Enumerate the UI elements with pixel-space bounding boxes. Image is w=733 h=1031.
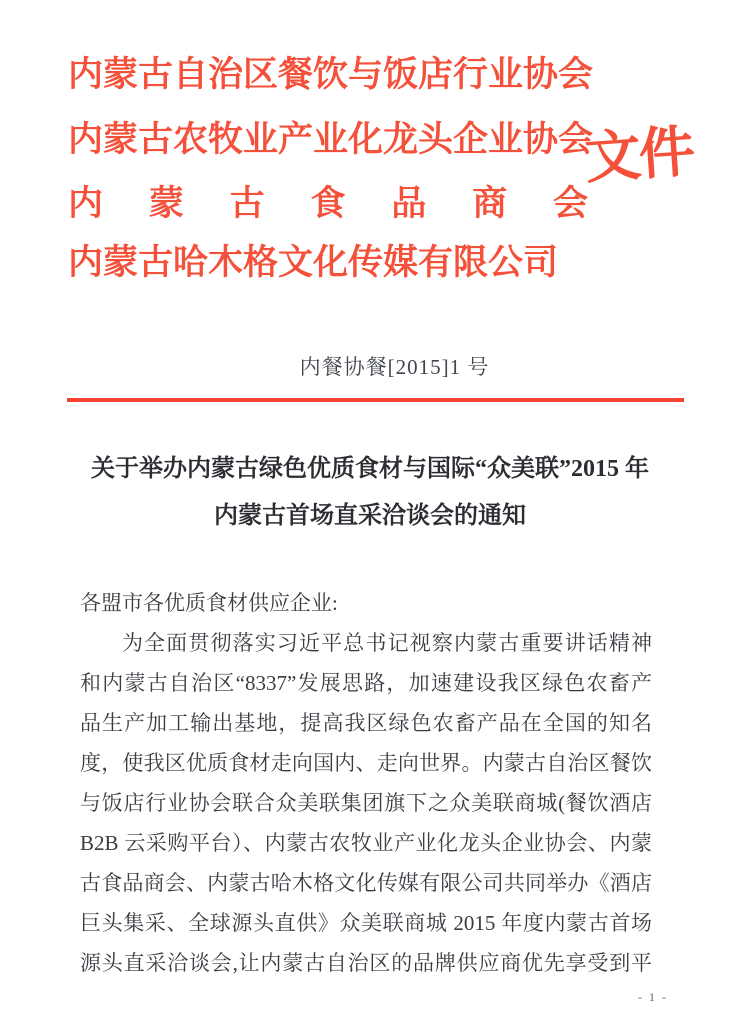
body-line: 品生产加工输出基地，提高我区绿色农畜产品在全国的知名 bbox=[80, 711, 652, 735]
notice-body bbox=[80, 583, 652, 983]
body-line: 古食品商会、内蒙古哈木格文化传媒有限公司共同举办《酒店 bbox=[80, 871, 652, 895]
body-line: 为全面贯彻落实习近平总书记视察内蒙古重要讲话精神 bbox=[122, 631, 652, 655]
letterhead-org-line: 内蒙古自治区餐饮与饭店行业协会 bbox=[68, 55, 594, 94]
body-line: B2B 云采购平台）、内蒙古农牧业产业化龙头企业协会、内蒙 bbox=[80, 831, 652, 855]
body-line: 度，使我区优质食材走向国内、走向世界。内蒙古自治区餐饮 bbox=[80, 751, 652, 775]
page-number: - 1 - bbox=[638, 990, 668, 1004]
letterhead-org-line: 内蒙古农牧业产业化龙头企业协会 bbox=[68, 120, 594, 159]
red-divider-rule bbox=[67, 398, 684, 402]
body-line: 与饭店行业协会联合众美联集团旗下之众美联商城(餐饮酒店 bbox=[80, 791, 652, 815]
letterhead-org-line: 内蒙古哈木格文化传媒有限公司 bbox=[68, 243, 559, 282]
body-line: 巨头集采、全球源头直供》众美联商城 2015 年度内蒙古首场 bbox=[80, 911, 652, 935]
body-salutation: 各盟市各优质食材供应企业: bbox=[80, 591, 338, 615]
body-line: 和内蒙古自治区“8337”发展思路，加速建设我区绿色农畜产 bbox=[80, 671, 652, 695]
body-line: 源头直采洽谈会,让内蒙古自治区的品牌供应商优先享受到平 bbox=[80, 951, 652, 975]
notice-title-line: 内蒙古首场直采洽谈会的通知 bbox=[214, 503, 526, 529]
reference-number: 内餐协餐[2015]1 号 bbox=[299, 355, 490, 379]
letterhead-document-label: 文件 bbox=[582, 121, 696, 191]
notice-title-line: 关于举办内蒙古绿色优质食材与国际“众美联”2015 年 bbox=[91, 456, 649, 482]
letterhead-org-line: 内蒙古食品商会 bbox=[68, 184, 588, 223]
notice-title bbox=[40, 446, 700, 540]
